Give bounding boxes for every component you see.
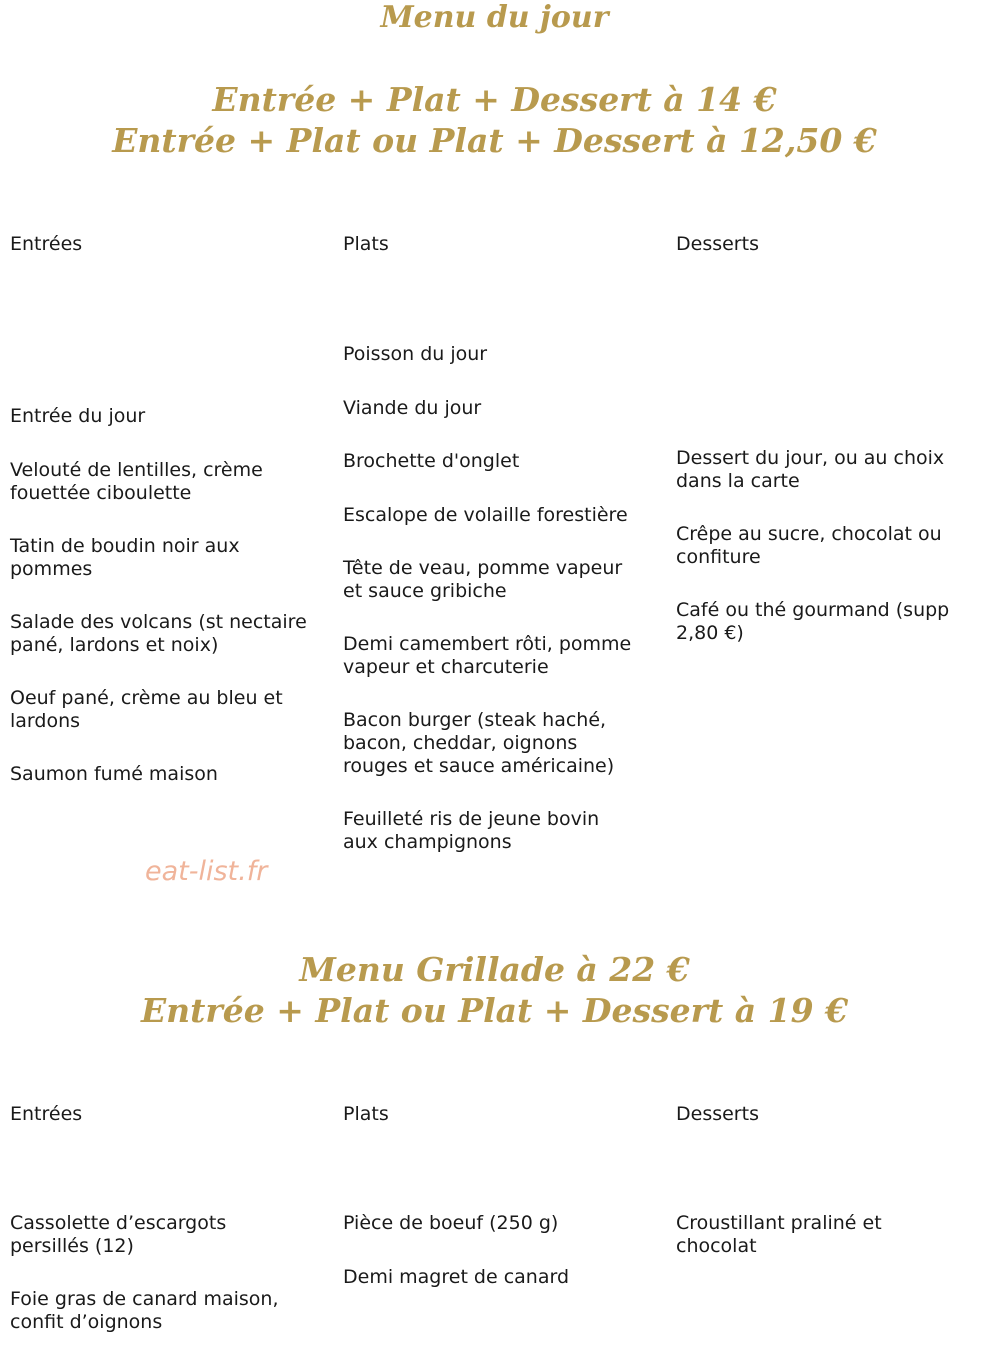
dessert-item: Crêpe au sucre, chocolat ou confiture (676, 523, 942, 568)
grillade-plats-heading: Plats (343, 1103, 389, 1125)
grillade-plat-item: Demi magret de canard (343, 1266, 570, 1288)
entree-item: Velouté de lentilles, crème fouettée ciboulette (10, 459, 263, 504)
grillade-entrees-heading: Entrées (10, 1103, 83, 1125)
menu-du-jour-price-1: Entrée + Plat + Dessert à 14 € (212, 80, 777, 119)
grillade-entree-item: Foie gras de canard maison, confit d’oignons (10, 1288, 279, 1333)
watermark-text: eat-list.fr (145, 856, 268, 887)
menu-du-jour-price-2: Entrée + Plat ou Plat + Dessert à 12,50 € (112, 121, 877, 160)
entree-item: Entrée du jour (10, 405, 146, 427)
entree-item: Tatin de boudin noir aux pommes (10, 535, 240, 580)
entree-item: Salade des volcans (st nectaire pané, lardons et noix) (10, 611, 307, 656)
grillade-entree-item: Cassolette d’escargots persillés (12) (10, 1212, 227, 1257)
plat-item: Feuilleté ris de jeune bovin aux champignons (343, 808, 600, 853)
desserts-heading: Desserts (676, 233, 759, 255)
plat-item: Poisson du jour (343, 343, 488, 365)
menu-du-jour-title: Menu du jour (380, 0, 609, 35)
plat-item: Brochette d'onglet (343, 450, 520, 472)
dessert-item: Dessert du jour, ou au choix dans la carte (676, 447, 945, 492)
plat-item: Demi camembert rôti, pomme vapeur et charcuterie (343, 633, 632, 678)
dessert-item: Café ou thé gourmand (supp 2,80 €) (676, 599, 950, 644)
entree-item: Saumon fumé maison (10, 763, 218, 785)
entrees-heading: Entrées (10, 233, 83, 255)
plat-item: Escalope de volaille forestière (343, 504, 628, 526)
menu-grillade-price: Entrée + Plat ou Plat + Dessert à 19 € (140, 991, 849, 1030)
plat-item: Viande du jour (343, 397, 482, 419)
grillade-dessert-item: Croustillant praliné et chocolat (676, 1212, 882, 1257)
plat-item: Tête de veau, pomme vapeur et sauce gribiche (343, 557, 623, 602)
grillade-desserts-heading: Desserts (676, 1103, 759, 1125)
entree-item: Oeuf pané, crème au bleu et lardons (10, 687, 283, 732)
grillade-plat-item: Pièce de boeuf (250 g) (343, 1212, 559, 1234)
menu-grillade-title: Menu Grillade à 22 € (299, 950, 690, 989)
plat-item: Bacon burger (steak haché, bacon, cheddar, oignons rouges et sauce américaine) (343, 709, 615, 777)
plats-heading: Plats (343, 233, 389, 255)
